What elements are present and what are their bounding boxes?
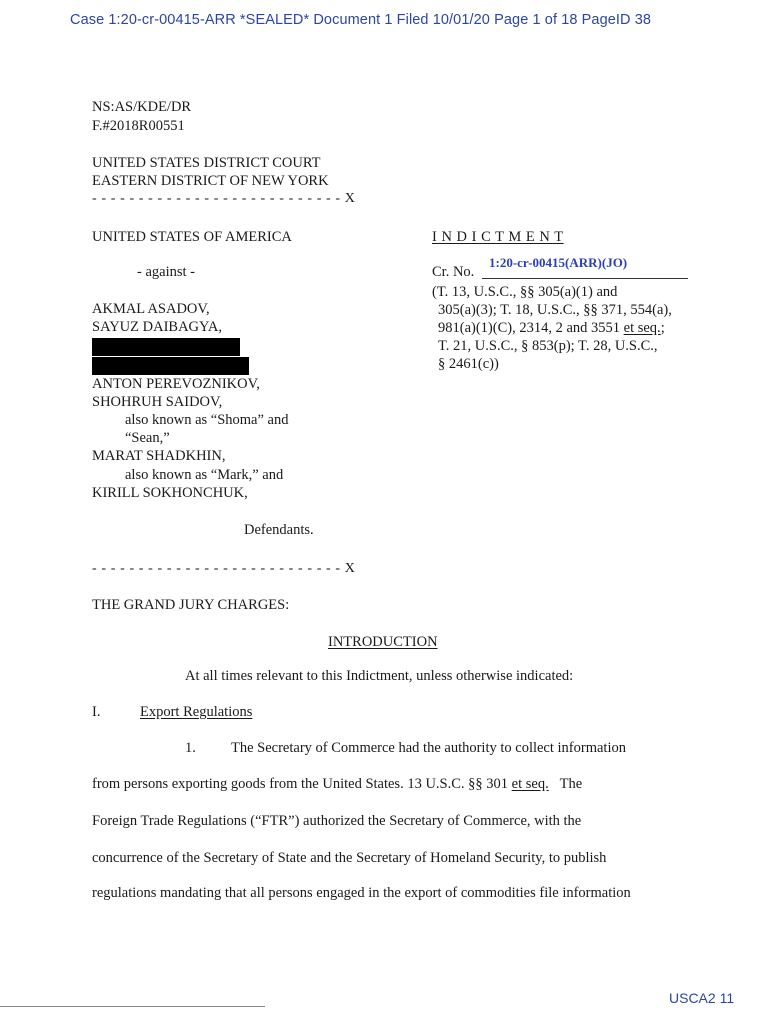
defendant-alias: “Sean,” [125, 430, 170, 446]
statute-line: § 2461(c)) [438, 356, 499, 372]
ecf-header-stamp: Case 1:20-cr-00415-ARR *SEALED* Document 1 Filed 10/01/20 Page 1 of 18 PageID 38 [70, 12, 652, 28]
paragraph-line: The Secretary of Commerce had the authority to collect information [231, 740, 626, 756]
statute-line: T. 21, U.S.C., § 853(p); T. 28, U.S.C., [438, 338, 658, 354]
defendant-name: KIRILL SOKHONCHUK, [92, 485, 248, 501]
redaction-bar [92, 338, 240, 356]
defendant-name: MARAT SHADKHIN, [92, 448, 226, 464]
section-number: I. [92, 704, 101, 720]
statute-line: (T. 13, U.S.C., §§ 305(a)(1) and [432, 284, 618, 300]
court-district: EASTERN DISTRICT OF NEW YORK [92, 173, 329, 189]
intro-line: At all times relevant to this Indictment, unless otherwise indicated: [185, 668, 574, 684]
defendant-name: SAYUZ DAIBAGYA, [92, 319, 222, 335]
paragraph-number: 1. [185, 740, 196, 756]
defendant-name: AKMAL ASADOV, [92, 301, 210, 317]
defendant-name: SHOHRUH SAIDOV, [92, 394, 223, 410]
scan-artifact-line [0, 1006, 265, 1007]
attorney-initials: NS:AS/KDE/DR [92, 99, 192, 115]
case-number: 1:20-cr-00415(ARR)(JO) [489, 255, 628, 270]
redaction-bar [92, 357, 249, 375]
paragraph-line: regulations mandating that all persons engaged in the export of commodities file information [92, 885, 631, 901]
section-title: Export Regulations [140, 704, 253, 720]
file-number: F.#2018R00551 [92, 118, 185, 134]
defendant-alias: also known as “Mark,” and [125, 467, 284, 483]
statute-line: 305(a)(3); T. 18, U.S.C., §§ 371, 554(a), [438, 302, 672, 318]
against-label: - against - [137, 264, 195, 280]
cr-no-label: Cr. No. [432, 264, 475, 280]
plaintiff: UNITED STATES OF AMERICA [92, 229, 292, 245]
statute-line: 981(a)(1)(C), 2314, 2 and 3551 et seq.; [438, 320, 665, 336]
defendant-name: ANTON PEREVOZNIKOV, [92, 376, 260, 392]
defendants-label: Defendants. [244, 522, 314, 538]
caption-separator-bottom: - - - - - - - - - - - - - - - - - - - - - - - - - - - X [92, 561, 356, 576]
grand-jury-charges: THE GRAND JURY CHARGES: [92, 597, 290, 613]
paragraph-line: Foreign Trade Regulations (“FTR”) authorized the Secretary of Commerce, with the [92, 813, 582, 829]
paragraph-line: concurrence of the Secretary of State and the Secretary of Homeland Security, to publish [92, 850, 607, 866]
footer-stamp: USCA2 11 [669, 990, 735, 1006]
court-name: UNITED STATES DISTRICT COURT [92, 155, 321, 171]
indictment-title: I N D I C T M E N T [432, 229, 564, 245]
introduction-heading: INTRODUCTION [328, 634, 438, 650]
paragraph-line: from persons exporting goods from the United States. 13 U.S.C. §§ 301 et seq. The [92, 776, 583, 792]
defendant-alias: also known as “Shoma” and [125, 412, 289, 428]
caption-separator-top: - - - - - - - - - - - - - - - - - - - - - - - - - - - X [92, 191, 356, 206]
case-number-underline [482, 278, 688, 279]
